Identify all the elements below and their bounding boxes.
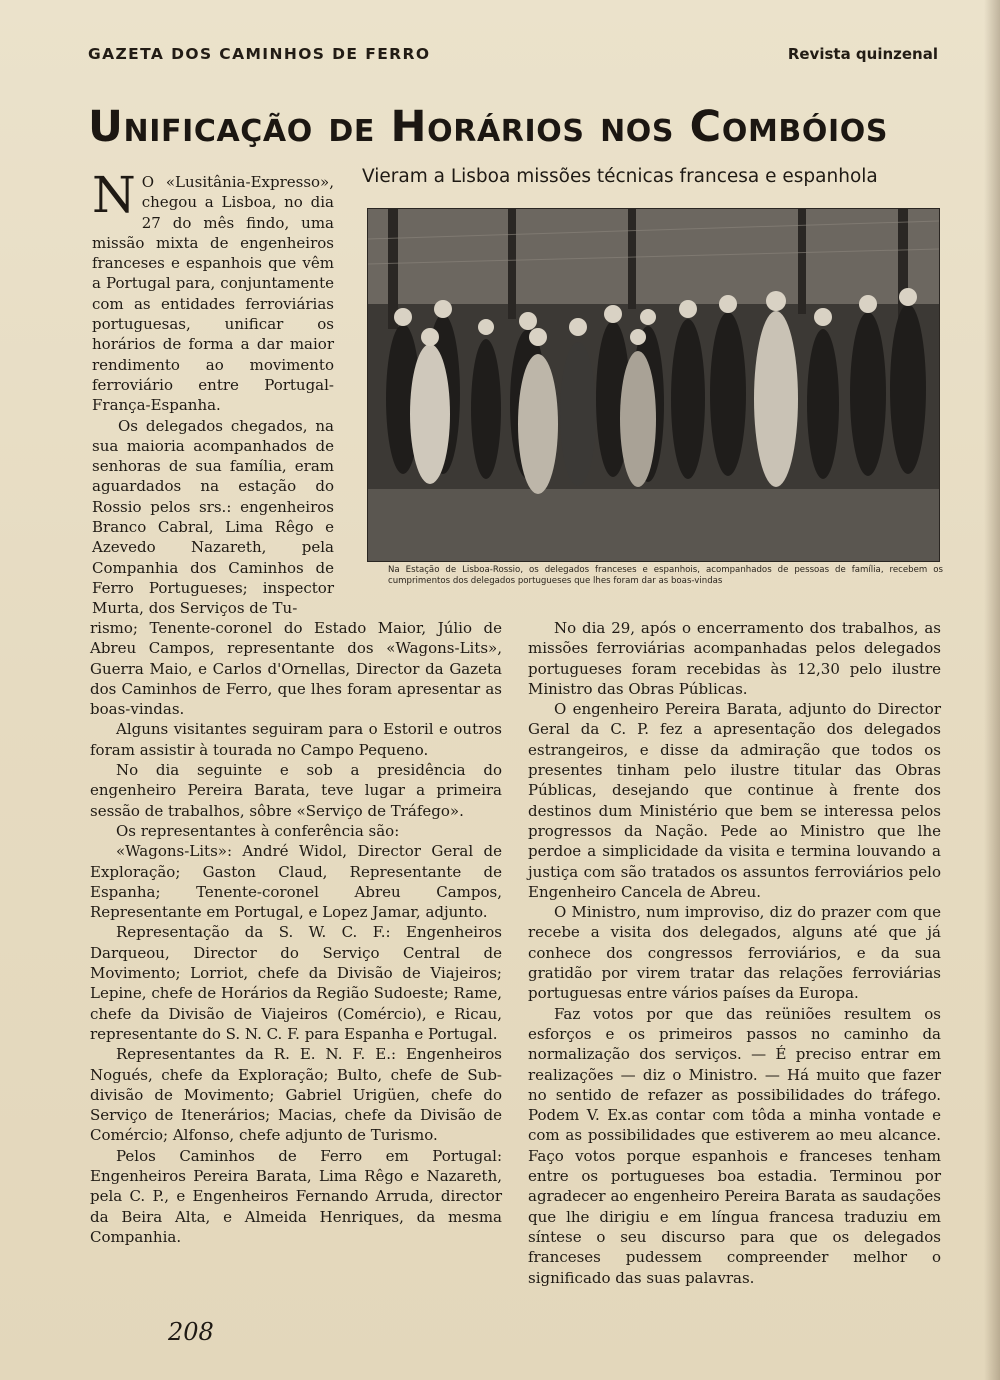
photo-illustration bbox=[368, 209, 939, 561]
body-paragraph: Alguns visitantes seguiram para o Estoril e outros foram assistir à tourada no Campo Pequeno. bbox=[90, 720, 502, 759]
body-paragraph: Representantes da R. E. N. F. E.: Engenheiros Nogués, chefe da Exploração; Bulto, chefe de Sub-divisão de Movimento; Gabriel Urigüen, chefe do Serviço de Itenerários; Macias, chefe da Divisão de Comércio; Alfonso, chefe adjunto de Turismo. bbox=[90, 1045, 502, 1145]
body-paragraph: «Wagons-Lits»: André Widol, Director Geral de Exploração; Gaston Claud, Representante de Espanha; Tenente-coronel Abreu Campos, Representante em Portugal, e Lopez Jamar, adjunto. bbox=[90, 842, 502, 922]
body-paragraph: No dia 29, após o encerramento dos trabalhos, as missões ferroviárias acompanhadas pelos delegados portugueses foram recebidas às 12,30 pelo ilustre Ministro das Obras Públicas. bbox=[528, 619, 941, 698]
photo-caption: Na Estação de Lisboa-Rossio, os delegados franceses e espanhois, acompanhados de pessoas de família, recebem os cumprimentos dos delegados portugueses que lhes foram dar as boas-vindas bbox=[388, 565, 943, 586]
lead-text: O «Lusitânia-Expresso», chegou a Lisboa, no dia 27 do mês findo, uma missão mixta de engenheiros franceses e espanhois que vêm a Portugal para, conjuntamente com as entidades ferroviárias portuguesas, unificar os horários de forma a dar maior rendimento ao movimento ferroviário entre Portugal-França-Espanha. bbox=[92, 173, 334, 415]
column-left-top bbox=[92, 166, 334, 619]
body-paragraph: O engenheiro Pereira Barata, adjunto do Director Geral da C. P. fez a apresentação dos delegados estrangeiros, e disse da admiração que todos os presentes tinham pelo ilustre titular das Obras Públicas, desejando que continue à frente dos destinos dum Ministério que bem se interessa pelos progressos da Nação. Pede ao Ministro que lhe perdoe a simplicidade da visita e termina louvando a justiça com são tratados os assuntos ferroviários pelo Engenheiro Cancela de Abreu. bbox=[528, 700, 941, 901]
body-paragraph: No dia seguinte e sob a presidência do engenheiro Pereira Barata, teve lugar a primeira sessão de trabalhos, sôbre «Serviço de Tráfego». bbox=[90, 761, 502, 820]
body-paragraph: Os representantes à conferência são: bbox=[116, 821, 400, 840]
lead-paragraph bbox=[92, 166, 334, 416]
article-subtitle: Vieram a Lisboa missões técnicas francesa e espanhola bbox=[362, 166, 878, 187]
column-right bbox=[528, 618, 941, 1288]
body-paragraph: O Ministro, num improviso, diz do prazer com que recebe a visita dos delegados, alguns até que já conhece dos congressos ferroviários, e da sua gratidão por virem tratar das relações ferroviárias portuguesas entre vários países da Europa. bbox=[528, 903, 941, 1003]
body-paragraph: Pelos Caminhos de Ferro em Portugal: Engenheiros Pereira Barata, Lima Rêgo e Nazareth, pela C. P., e Engenheiros Fernando Arruda, director da Beira Alta, e Almeida Henriques, da mesma Companhia. bbox=[90, 1146, 502, 1246]
body-paragraph: Representação da S. W. C. F.: Engenheiros Darqueou, Director do Serviço Central de Movimento; Lorriot, chefe da Divisão de Viajeiros; Lepine, chefe de Horários da Região Sudoeste; Rame, chefe da Divisão de Viajeiros (Comércio), e Ricau, representante do S. N. C. F. para Espanha e Portugal. bbox=[90, 923, 502, 1043]
body-paragraph: Faz votos por que das reüniões resultem os esforços e os primeiros passos no caminho da normalização dos serviços. — É preciso entrar em realizações — diz o Ministro. — Há muito que fazer no sentido de refazer as possibilidades do tráfego. Podem V. Ex.as contar com tôda a minha vontade e com as possibilidades que estiverem ao meu alcance. Faço votos porque espanhois e franceses tenham entre os portugueses boa estadia. Terminou por agradecer ao engenheiro Pereira Barata as saudações que lhe dirigiu e em língua francesa traduziu em síntese o seu discurso para que os delegados franceses pudessem compreender melhor o significado das suas palavras. bbox=[528, 1004, 941, 1287]
page-edge-shadow bbox=[984, 0, 1000, 1380]
drop-cap: N bbox=[92, 166, 136, 224]
periodicity-label: Revista quinzenal bbox=[787, 45, 938, 63]
column-left-bottom bbox=[90, 618, 502, 1247]
body-paragraph: rismo; Tenente-coronel do Estado Maior, Júlio de Abreu Campos, representante dos «Wagons-Lits», Guerra Maio, e Carlos d'Ornellas, Director da Gazeta dos Caminhos de Ferro, que lhes foram apresentar as boas-vindas. bbox=[90, 619, 502, 719]
masthead: GAZETA DOS CAMINHOS DE FERRO bbox=[88, 45, 431, 63]
station-group-photo bbox=[367, 208, 940, 562]
article-title: Unificação de Horários nos Combóios bbox=[88, 102, 889, 152]
body-paragraph: Os delegados chegados, na sua maioria acompanhados de senhoras de sua família, eram aguardados na estação do Rossio pelos srs.: engenheiros Branco Cabral, Lima Rêgo e Azevedo Nazareth, pela Companhia dos Caminhos de Ferro Portugueses; inspector Murta, dos Serviços de Tu- bbox=[92, 416, 334, 618]
page-number: 208 bbox=[168, 1318, 214, 1346]
